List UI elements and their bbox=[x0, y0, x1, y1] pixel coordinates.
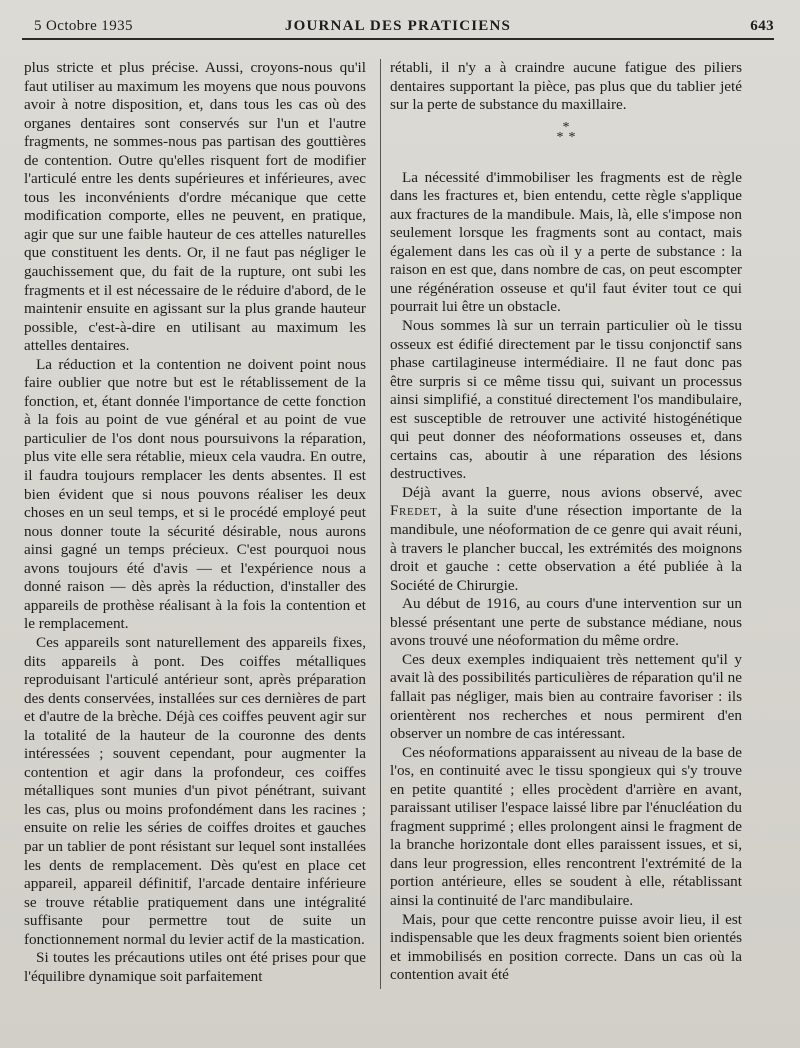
paragraph: Ces deux exemples indiquaient très nettement qu'il y avait là des possibilités particulières de réparation qu'il ne fallait pas négliger, mais bien au contraire favoriser : ils orientèrent nos recherches et nous permirent d'en observer un nombre de cas intéressant. bbox=[390, 650, 742, 743]
paragraph: rétabli, il n'y a à craindre aucune fatigue des piliers dentaires supportant la pièce, pas plus que du tablier jeté sur la perte de substance du maxillaire. bbox=[390, 59, 742, 114]
paragraph: Nous sommes là sur un terrain particulier où le tissu osseux est édifié directement par le tissu conjonctif sans phase cartilagineuse intermédiaire. Il ne faut donc pas être surpris si ce même tissu qui, suivant un processus ainsi simplifié, a constitué directement l'os mandibulaire, est susceptible de retrouver une activité histogénétique qui peut donner des néoformations osseuses et, dans certains cas, aboutir à une réparation des lésions destructives. bbox=[390, 317, 742, 483]
paragraph-text: Déjà avant la guerre, nous avions observé, avec bbox=[402, 483, 742, 501]
running-header bbox=[22, 14, 774, 36]
paragraph: Ces appareils sont naturellement des appareils fixes, dits appareils à pont. Des coiffes métalliques reproduisant l'articulé antérieur sont, après préparation des dents conservées, installées sur ces dernières de part et d'autre de la brèche. Déjà ces coiffes peuvent agir sur la totalité de la hauteur de la couronne des dents intéressées ; souvent cependant, pour augmenter la contention et agir dans la profondeur, ces coiffes métalliques sont munies d'un pivot pénétrant, suivant les cas, plus ou moins profondément dans les racines ; ensuite on relie les séries de coiffes droites et gauches par un tablier de pont résistant sur lequel sont installées les dents de remplacement. Dès qu'est en place cet appareil, appareil définitif, l'arcade dentaire inférieure se trouve rétablie pratiquement dans une intégralité suffisante pour permettre tout de suite un fonctionnement normal du levier actif de la mastication. bbox=[24, 633, 366, 948]
paragraph: plus stricte et plus précise. Aussi, croyons-nous qu'il faut utiliser au maximum les moyens que nous pouvons avoir à notre disposition, et, dans tous les cas où des organes dentaires sont conservés sur l'un et l'autre fragments, ne sommes-nous pas partisan des gouttières de contention. Outre qu'elles risquent fort de modifier l'articulé entre les dents supérieures et inférieures, avec tous les inconvénients d'ordre mécanique que cette modification comporte, elles ne peuvent, en pratique, agir que sur une faible hauteur de ces attelles naturelles que constituent les dents. Or, il ne faut pas négliger le gauchissement que, du fait de la rupture, ont subi les fragments et il est nécessaire de le réduire d'abord, de le maintenir ensuite en agissant sur la plus grande hauteur possible, c'est-à-dire en utilisant au maximum les attelles dentaires. bbox=[24, 59, 366, 355]
paragraph bbox=[390, 484, 742, 595]
page-number: 643 bbox=[750, 18, 774, 34]
column-divider bbox=[380, 59, 381, 989]
header-rule bbox=[22, 38, 774, 40]
journal-title: JOURNAL DES PRATICIENS bbox=[284, 18, 512, 34]
right-column bbox=[390, 59, 742, 985]
section-separator bbox=[390, 119, 742, 159]
paragraph: Au début de 1916, au cours d'une intervention sur un blessé présentant une perte de substance médiane, nous avons trouvé une néoformation du même ordre. bbox=[390, 595, 742, 650]
issue-date: 5 Octobre 1935 bbox=[34, 18, 133, 34]
left-column bbox=[24, 59, 366, 986]
paragraph: Mais, pour que cette rencontre puisse avoir lieu, il est indispensable que les deux fragments soient bien orientés et immobilisés en position correcte. Dans un cas où la contention avait été bbox=[390, 910, 742, 984]
paragraph: La réduction et la contention ne doivent point nous faire oublier que notre but est le rétablissement de la fonction, et, étant donnée l'importance de cette fonction à la fois au point de vue général et au point de vue particulier de l'os dont nous poursuivons la réparation, plus vite elle sera rétablie, mieux cela vaudra. En outre, il faudra toujours remplacer les dents absentes. Il est bien évident que si nous pouvons réaliser les deux choses en un seul temps, et si le procédé employé peut nous donner toute la sécurité désirable, nous aurons ainsi gagné un temps précieux. C'est pourquoi nous avons toujours été d'avis — et l'expérience nous a donné raison — dès après la réduction, d'installer des appareils de prothèse réalisant à la fois la contention et le remplacement. bbox=[24, 355, 366, 633]
paragraph: Ces néoformations apparaissent au niveau de la base de l'os, en continuité avec le tissu spongieux qui s'y trouve en petite quantité ; elles procèdent d'arrière en avant, paraissant utiliser l'espace laissé libre par l'énucléation du fragment supprimé ; elles prolongent ainsi le fragment de la branche horizontale dont elles paraissent issues, et si, dans leur progression, elles rencontrent l'extrémité de la portion antérieure, elles se soudent à elle, rétablissant ainsi la continuité de l'arc mandibulaire. bbox=[390, 743, 742, 909]
asterisk-mark: * bbox=[568, 129, 576, 145]
asterisk-mark: * bbox=[562, 119, 570, 135]
author-name: Fredet bbox=[390, 502, 438, 520]
paragraph-text: , à la suite d'une résection importante de la mandibule, une néoformation de ce genre qui avait réuni, à travers le plancher buccal, les extrémités des moignons droit et gauche : cette observation a été publiée à la Société de Chirurgie. bbox=[390, 502, 742, 594]
paragraph: La nécessité d'immobiliser les fragments est de règle dans les fractures et, bien entendu, cette règle s'applique aux fractures de la mandibule. Mais, là, elle s'impose non seulement lorsque les fragments sont au contact, mais également dans les cas où il y a perte de substance : la raison en est que, dans nombre de cas, on peut escompter une régénération osseuse et qu'il faut éviter tout ce qui pourrait lui être un obstacle. bbox=[390, 168, 742, 316]
paragraph: Si toutes les précautions utiles ont été prises pour que l'équilibre dynamique soit parfaitement bbox=[24, 949, 366, 985]
asterisk-mark: * bbox=[556, 129, 564, 145]
